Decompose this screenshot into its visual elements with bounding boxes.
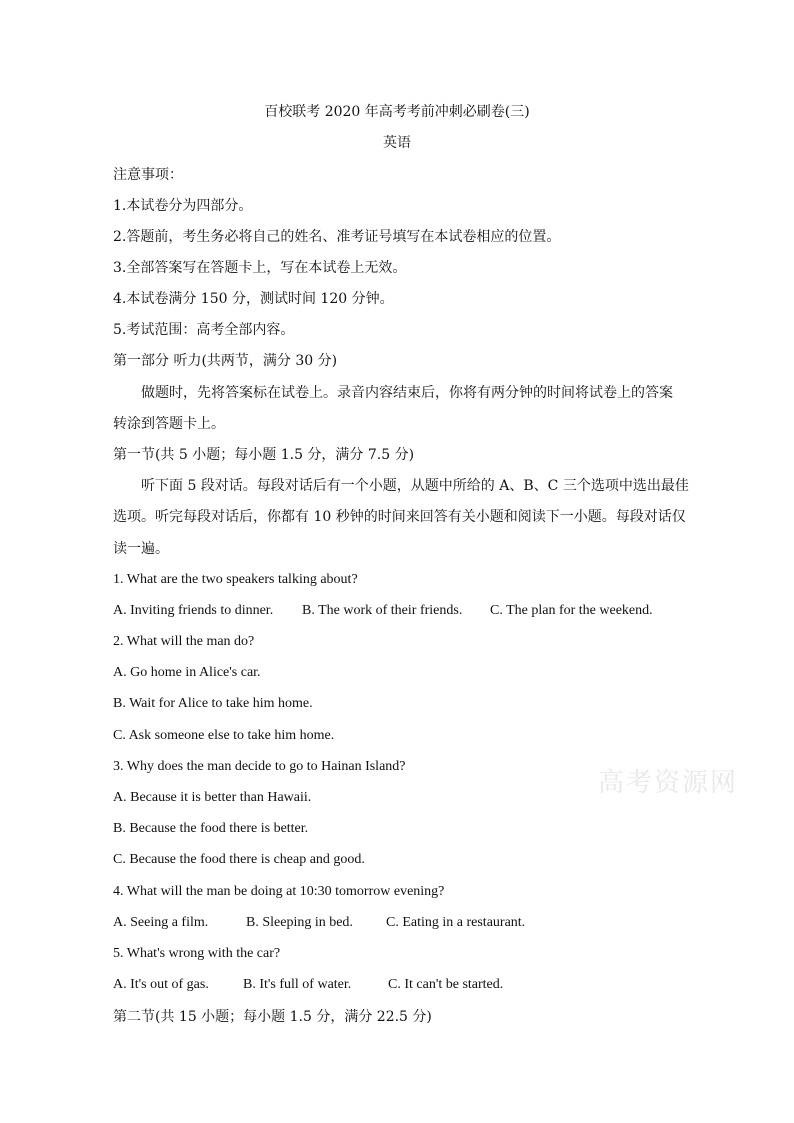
option-b: B. Sleeping in bed. bbox=[246, 915, 353, 930]
notice-item: 2.答题前，考生务必将自己的姓名、准考证号填写在本试卷相应的位置。 bbox=[113, 229, 561, 245]
option-c: C. It can't be started. bbox=[388, 977, 504, 992]
option-a: A. Go home in Alice's car. bbox=[113, 665, 261, 680]
option-b: B. Because the food there is better. bbox=[113, 821, 309, 836]
section1-instruction: 读一遍。 bbox=[113, 541, 169, 557]
question-stem: 4. What will the man be doing at 10:30 tomorrow evening? bbox=[113, 884, 445, 899]
section1-heading: 第一节(共 5 小题；每小题 1.5 分，满分 7.5 分) bbox=[113, 447, 415, 463]
section1-instruction: 听下面 5 段对话。每段对话后有一个小题，从题中所给的 A、B、C 三个选项中选出最佳 bbox=[141, 478, 689, 494]
notice-item: 1.本试卷分为四部分。 bbox=[113, 198, 253, 214]
option-a: A. Seeing a film. bbox=[113, 915, 209, 930]
notice-item: 5.考试范围：高考全部内容。 bbox=[113, 322, 295, 338]
exam-title: 百校联考 2020 年高考考前冲刺必刷卷(三) bbox=[264, 104, 530, 120]
option-a: A. Inviting friends to dinner. bbox=[113, 603, 274, 618]
question-stem: 5. What's wrong with the car? bbox=[113, 946, 281, 961]
option-b: B. Wait for Alice to take him home. bbox=[113, 696, 313, 711]
question-stem: 3. Why does the man decide to go to Hainan Island? bbox=[113, 759, 406, 774]
option-c: C. Eating in a restaurant. bbox=[386, 915, 526, 930]
option-b: B. It's full of water. bbox=[243, 977, 352, 992]
notice-heading: 注意事项： bbox=[113, 167, 183, 183]
watermark: 高考资源网 bbox=[598, 768, 739, 798]
option-b: B. The work of their friends. bbox=[302, 603, 463, 618]
option-a: A. It's out of gas. bbox=[113, 977, 209, 992]
part1-instruction: 转涂到答题卡上。 bbox=[113, 416, 225, 432]
option-c: C. The plan for the weekend. bbox=[490, 603, 653, 618]
question-stem: 2. What will the man do? bbox=[113, 634, 255, 649]
option-c: C. Because the food there is cheap and good. bbox=[113, 852, 365, 867]
part1-instruction: 做题时，先将答案标在试卷上。录音内容结束后，你将有两分钟的时间将试卷上的答案 bbox=[141, 385, 673, 401]
part1-heading: 第一部分 听力(共两节，满分 30 分) bbox=[113, 353, 338, 369]
option-c: C. Ask someone else to take him home. bbox=[113, 728, 335, 743]
question-stem: 1. What are the two speakers talking about? bbox=[113, 572, 358, 587]
option-a: A. Because it is better than Hawaii. bbox=[113, 790, 312, 805]
notice-item: 4.本试卷满分 150 分，测试时间 120 分钟。 bbox=[113, 291, 394, 307]
section1-instruction: 选项。听完每段对话后，你都有 10 秒钟的时间来回答有关小题和阅读下一小题。每段对话仅 bbox=[113, 509, 686, 525]
subject-title: 英语 bbox=[383, 135, 411, 151]
notice-item: 3.全部答案写在答题卡上，写在本试卷上无效。 bbox=[113, 260, 407, 276]
section2-heading: 第二节(共 15 小题；每小题 1.5 分，满分 22.5 分) bbox=[113, 1009, 432, 1025]
